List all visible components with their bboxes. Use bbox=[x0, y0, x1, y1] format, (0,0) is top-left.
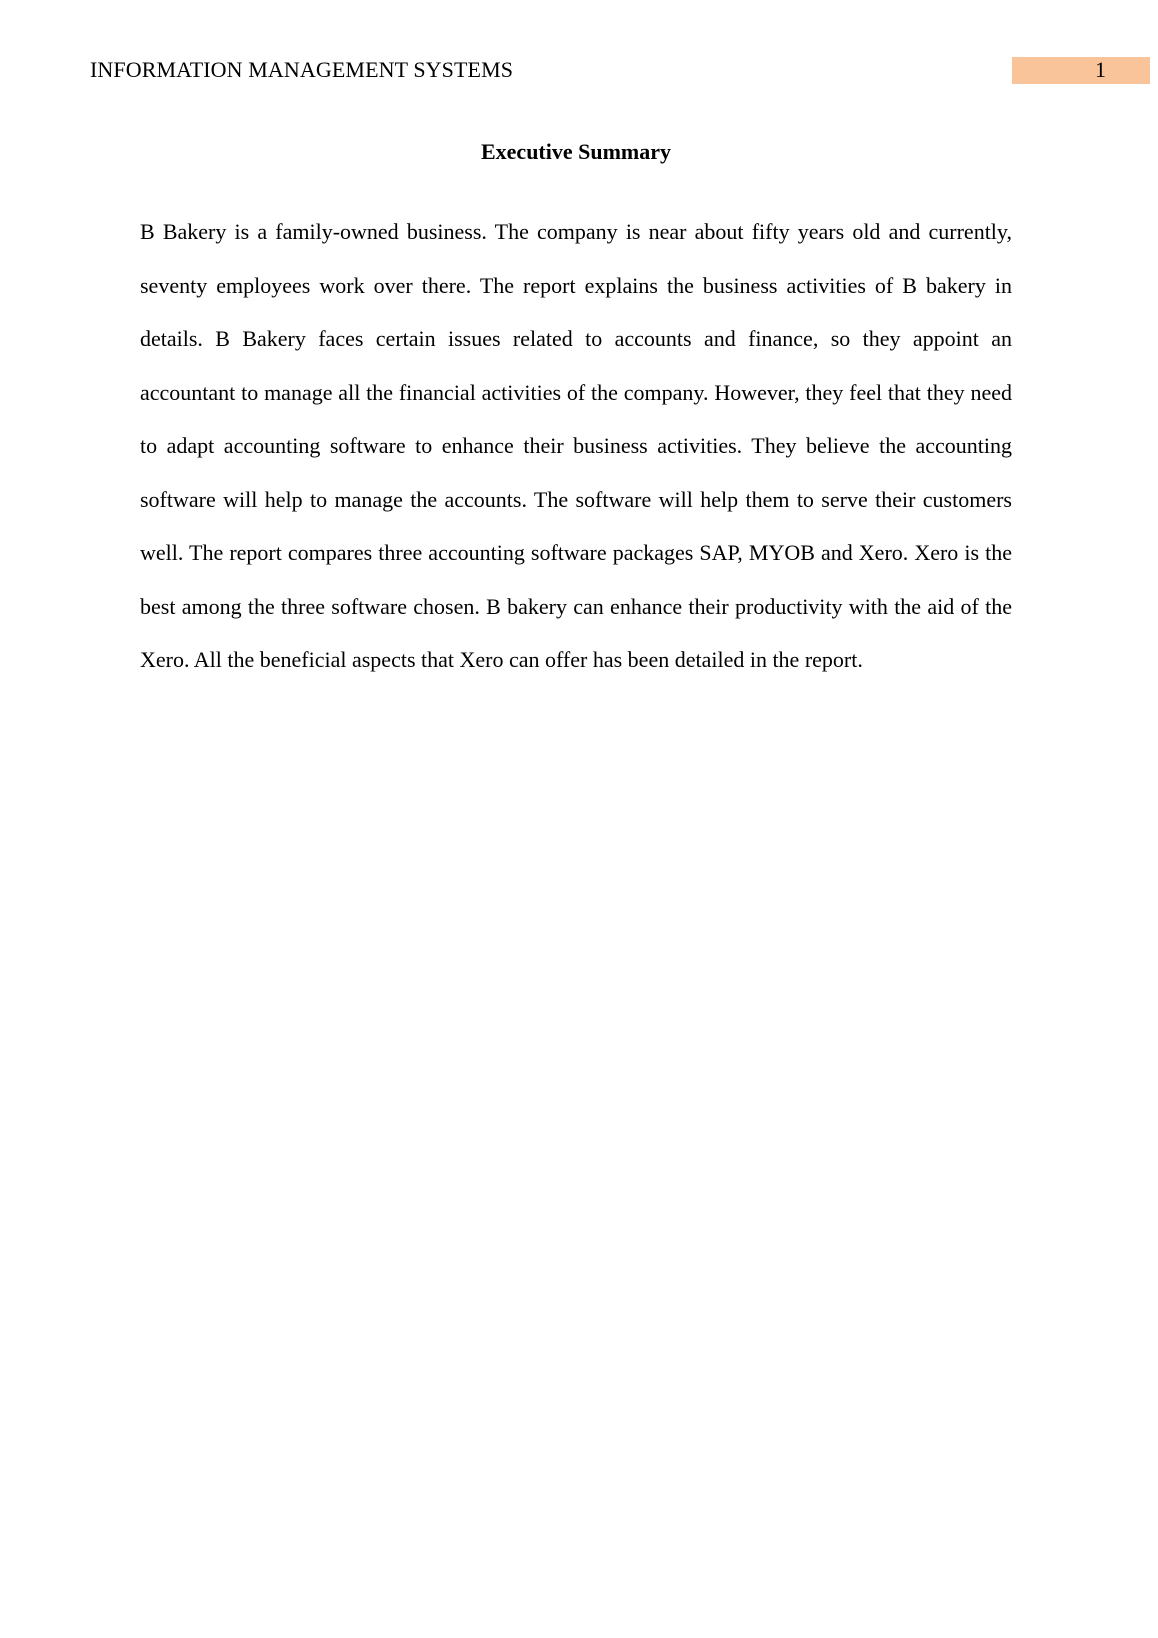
executive-summary-paragraph: B Bakery is a family-owned business. The company is near about fifty years old and currently, seventy employees work over there. The report explains the business activities of B bakery in details. B Bakery faces certain issues related to accounts and finance, so they appoint an accountant to manage all the financial activities of the company. However, they feel that they need to adapt accounting software to enhance their business activities. They believe the accounting software will help to manage the accounts. The software will help them to serve their customers well. The report compares three accounting software packages SAP, MYOB and Xero. Xero is the best among the three software chosen. B bakery can enhance their productivity with the aid of the Xero. All the beneficial aspects that Xero can offer has been detailed in the report. bbox=[140, 219, 1012, 672]
running-head: INFORMATION MANAGEMENT SYSTEMS bbox=[90, 57, 514, 82]
page-title: Executive Summary bbox=[480, 139, 672, 164]
page-number: 1 bbox=[1095, 57, 1106, 82]
page-number-highlight bbox=[1012, 57, 1150, 84]
